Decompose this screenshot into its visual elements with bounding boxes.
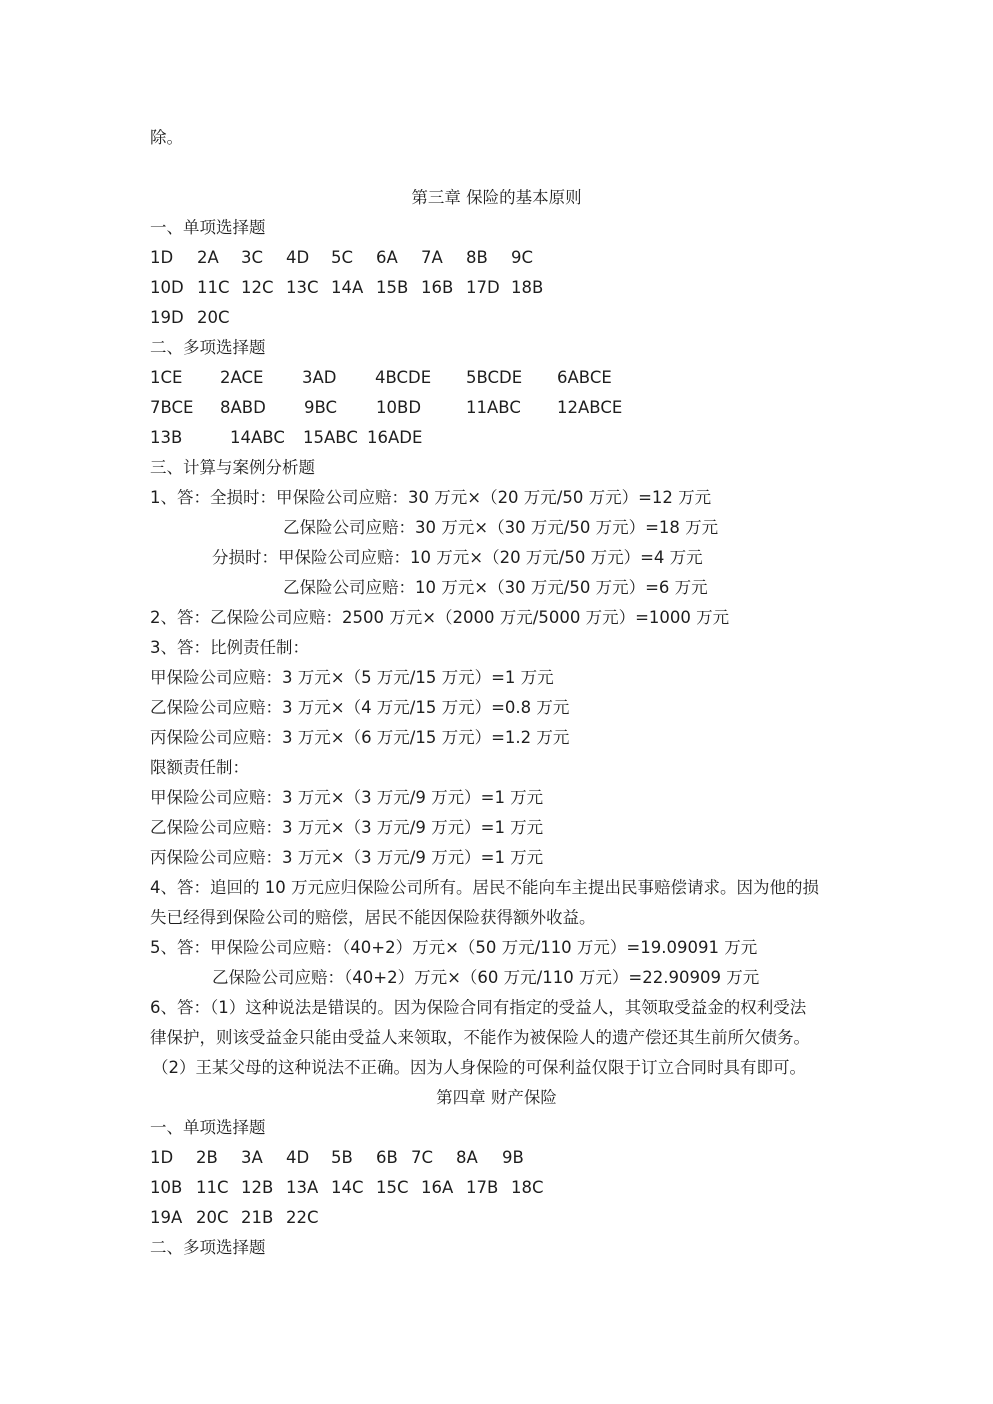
answer-item: 19D bbox=[150, 308, 184, 327]
answer-line: 4、答：追回的 10 万元应归保险公司所有。居民不能向车主提出民事赔偿请求。因为他的损 bbox=[150, 878, 819, 897]
paragraph-tail: 除。 bbox=[150, 128, 183, 147]
section-heading-single-choice: 一、单项选择题 bbox=[150, 218, 266, 237]
answer-item: 18C bbox=[511, 1178, 544, 1197]
answer-item: 8B bbox=[466, 248, 488, 267]
answer-item: 20C bbox=[197, 308, 230, 327]
answer-item: 9B bbox=[502, 1148, 524, 1167]
answer-item: 21B bbox=[241, 1208, 274, 1227]
answer-item: 1D bbox=[150, 1148, 174, 1167]
answer-line: 丙保险公司应赔：3 万元×（6 万元/15 万元）=1.2 万元 bbox=[150, 728, 570, 747]
answer-line: 乙保险公司应赔：（40+2）万元×（60 万元/110 万元）=22.90909 万元 bbox=[212, 968, 760, 987]
answer-line: 律保护，则该受益金只能由受益人来领取，不能作为被保险人的遗产偿还其生前所欠债务。 bbox=[150, 1028, 810, 1047]
answer-item: 12B bbox=[241, 1178, 274, 1197]
answer-item: 2ACE bbox=[220, 368, 264, 387]
answer-line: 丙保险公司应赔：3 万元×（3 万元/9 万元）=1 万元 bbox=[150, 848, 544, 867]
answer-item: 11C bbox=[197, 278, 230, 297]
answer-item: 6B bbox=[376, 1148, 398, 1167]
answer-row bbox=[0, 423, 993, 453]
answer-item: 5BCDE bbox=[466, 368, 523, 387]
answer-item: 1CE bbox=[150, 368, 183, 387]
answer-item: 7C bbox=[411, 1148, 434, 1167]
answer-item: 15ABC bbox=[303, 428, 358, 447]
answer-row bbox=[0, 1143, 993, 1173]
answer-item: 11ABC bbox=[466, 398, 521, 417]
answer-item: 10BD bbox=[376, 398, 422, 417]
answer-item: 4D bbox=[286, 248, 310, 267]
answer-item: 14A bbox=[331, 278, 364, 297]
answer-row bbox=[0, 273, 993, 303]
answer-item: 15B bbox=[376, 278, 409, 297]
answer-item: 11C bbox=[196, 1178, 229, 1197]
answer-row bbox=[0, 1173, 993, 1203]
answer-item: 10B bbox=[150, 1178, 183, 1197]
answer-item: 9BC bbox=[304, 398, 338, 417]
answer-item: 12C bbox=[241, 278, 274, 297]
answer-item: 2A bbox=[197, 248, 219, 267]
answer-item: 3C bbox=[241, 248, 264, 267]
answer-item: 17B bbox=[466, 1178, 499, 1197]
answer-line: 失已经得到保险公司的赔偿，居民不能因保险获得额外收益。 bbox=[150, 908, 596, 927]
answer-line: 6、答：（1）这种说法是错误的。因为保险合同有指定的受益人，其领取受益金的权利受法 bbox=[150, 998, 807, 1017]
answer-line: 2、答：乙保险公司应赔：2500 万元×（2000 万元/5000 万元）=1000 万元 bbox=[150, 608, 730, 627]
answer-item: 8A bbox=[456, 1148, 478, 1167]
section-heading-calculation: 三、计算与案例分析题 bbox=[150, 458, 315, 477]
answer-item: 4BCDE bbox=[375, 368, 432, 387]
answer-item: 3AD bbox=[302, 368, 337, 387]
answer-item: 22C bbox=[286, 1208, 319, 1227]
answer-line: 1、答：全损时：甲保险公司应赔：30 万元×（20 万元/50 万元）=12 万元 bbox=[150, 488, 712, 507]
answer-item: 14C bbox=[331, 1178, 364, 1197]
answer-item: 16A bbox=[421, 1178, 454, 1197]
answer-item: 16B bbox=[421, 278, 454, 297]
section-heading-multi-choice: 二、多项选择题 bbox=[150, 1238, 266, 1257]
answer-item: 3A bbox=[241, 1148, 263, 1167]
answer-item: 17D bbox=[466, 278, 500, 297]
answer-row bbox=[0, 303, 993, 333]
answer-line: 限额责任制： bbox=[150, 758, 249, 777]
answer-item: 15C bbox=[376, 1178, 409, 1197]
answer-item: 7A bbox=[421, 248, 443, 267]
answer-item: 2B bbox=[196, 1148, 218, 1167]
answer-item: 7BCE bbox=[150, 398, 194, 417]
answer-item: 9C bbox=[511, 248, 534, 267]
answer-row bbox=[0, 393, 993, 423]
answer-line: 甲保险公司应赔：3 万元×（3 万元/9 万元）=1 万元 bbox=[150, 788, 544, 807]
answer-line: 3、答：比例责任制： bbox=[150, 638, 309, 657]
answer-item: 5B bbox=[331, 1148, 353, 1167]
answer-item: 16ADE bbox=[367, 428, 423, 447]
answer-item: 13A bbox=[286, 1178, 319, 1197]
answer-line: 甲保险公司应赔：3 万元×（5 万元/15 万元）=1 万元 bbox=[150, 668, 554, 687]
section-heading-multi-choice: 二、多项选择题 bbox=[150, 338, 266, 357]
chapter-title: 第三章 保险的基本原则 bbox=[411, 188, 582, 207]
answer-line: 5、答：甲保险公司应赔：（40+2）万元×（50 万元/110 万元）=19.09091 万元 bbox=[150, 938, 758, 957]
answer-item: 20C bbox=[196, 1208, 229, 1227]
answer-line: 分损时：甲保险公司应赔：10 万元×（20 万元/50 万元）=4 万元 bbox=[212, 548, 703, 567]
answer-item: 13B bbox=[150, 428, 183, 447]
answer-item: 13C bbox=[286, 278, 319, 297]
answer-line: 乙保险公司应赔：10 万元×（30 万元/50 万元）=6 万元 bbox=[283, 578, 708, 597]
section-heading-single-choice: 一、单项选择题 bbox=[150, 1118, 266, 1137]
answer-item: 8ABD bbox=[220, 398, 266, 417]
answer-line: 乙保险公司应赔：30 万元×（30 万元/50 万元）=18 万元 bbox=[283, 518, 719, 537]
answer-item: 12ABCE bbox=[557, 398, 623, 417]
answer-item: 19A bbox=[150, 1208, 183, 1227]
answer-item: 6ABCE bbox=[557, 368, 612, 387]
chapter-title: 第四章 财产保险 bbox=[436, 1088, 557, 1107]
answer-line: （2）王某父母的这种说法不正确。因为人身保险的可保利益仅限于订立合同时具有即可。 bbox=[152, 1058, 806, 1077]
answer-row bbox=[0, 1203, 993, 1233]
answer-item: 6A bbox=[376, 248, 398, 267]
answer-item: 1D bbox=[150, 248, 174, 267]
answer-line: 乙保险公司应赔：3 万元×（4 万元/15 万元）=0.8 万元 bbox=[150, 698, 570, 717]
answer-item: 14ABC bbox=[230, 428, 285, 447]
answer-row bbox=[0, 363, 993, 393]
answer-line: 乙保险公司应赔：3 万元×（3 万元/9 万元）=1 万元 bbox=[150, 818, 544, 837]
answer-item: 10D bbox=[150, 278, 184, 297]
answer-row bbox=[0, 243, 993, 273]
answer-item: 4D bbox=[286, 1148, 310, 1167]
answer-item: 5C bbox=[331, 248, 354, 267]
answer-item: 18B bbox=[511, 278, 544, 297]
